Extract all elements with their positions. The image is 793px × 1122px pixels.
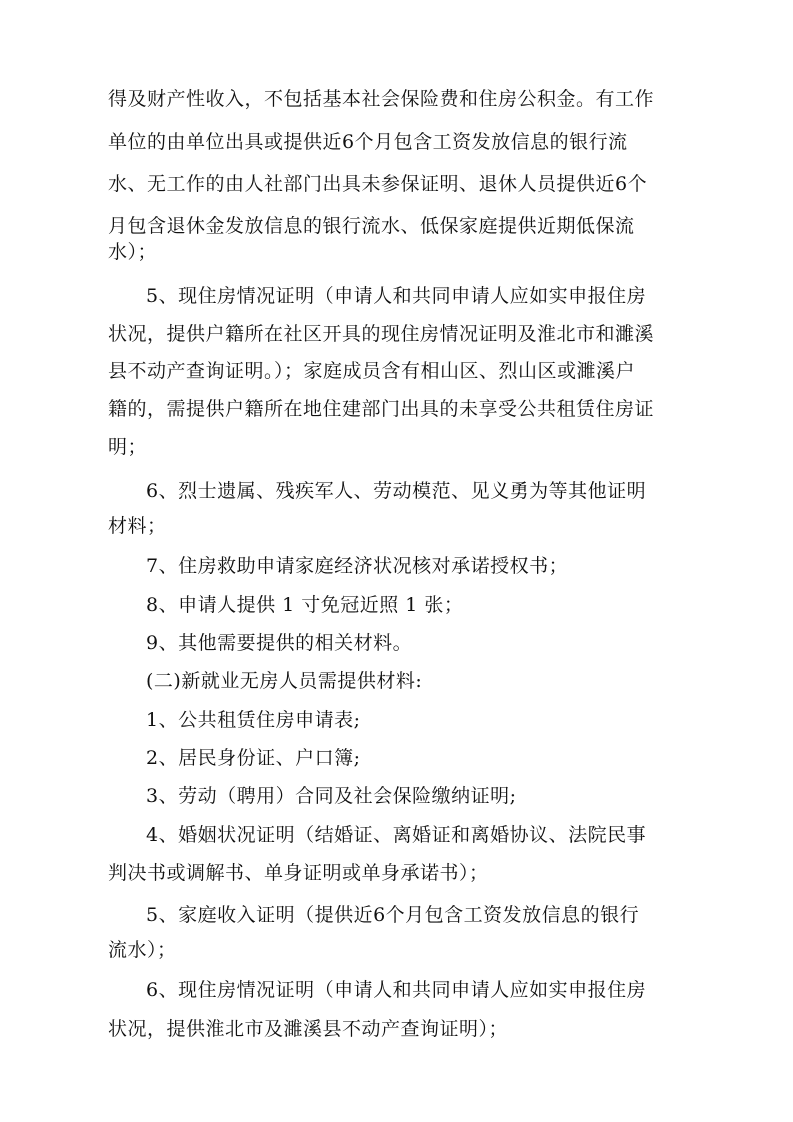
list-item-9: 9、其他需要提供的相关材料。 xyxy=(146,632,413,654)
list-item-8: 8、申请人提供 1 寸免冠近照 1 张； xyxy=(146,594,464,616)
paragraph-line: 县不动产查询证明。）；家庭成员含有相山区、烈山区或濉溪户 xyxy=(108,360,636,382)
list-item-2: 2、居民身份证、户口簿; xyxy=(146,747,361,769)
list-item-6-line: 6、烈士遗属、残疾军人、劳动模范、见义勇为等其他证明 xyxy=(146,480,647,502)
list-item-3: 3、劳动（聘用）合同及社会保险缴纳证明; xyxy=(146,785,517,807)
paragraph-line: 水、无工作的由人社部门出具未参保证明、退休人员提供近6个 xyxy=(108,173,648,195)
list-item-5-line: 5、家庭收入证明（提供近6个月包含工资发放信息的银行 xyxy=(146,904,640,926)
paragraph-line: 得及财产性收入，不包括基本社会保险费和住房公积金。有工作 xyxy=(108,88,655,110)
paragraph-line: 状况，提供户籍所在社区开具的现住房情况证明及淮北市和濉溪 xyxy=(108,323,655,345)
paragraph-line: 状况，提供淮北市及濉溪县不动产查询证明）； xyxy=(108,1018,509,1040)
paragraph-line: 材料； xyxy=(108,515,167,537)
paragraph-line: 单位的由单位出具或提供近6个月包含工资发放信息的银行流 xyxy=(108,131,628,153)
paragraph-line: 月包含退休金发放信息的银行流水、低保家庭提供近期低保流 xyxy=(108,215,635,237)
section-heading: (二)新就业无房人员需提供材料: xyxy=(146,670,423,692)
paragraph-line: 明； xyxy=(108,436,148,458)
paragraph-line: 流水）； xyxy=(108,939,177,961)
list-item-6-line: 6、现住房情况证明（申请人和共同申请人应如实申报住房 xyxy=(146,979,647,1001)
paragraph-line: 水）； xyxy=(108,241,158,263)
paragraph-line: 判决书或调解书、单身证明或单身承诺书）； xyxy=(108,862,489,884)
list-item-7: 7、住房救助申请家庭经济状况核对承诺授权书； xyxy=(146,555,569,577)
list-item-4-line: 4、婚姻状况证明（结婚证、离婚证和离婚协议、法院民事 xyxy=(146,824,647,846)
paragraph-line: 籍的，需提供户籍所在地住建部门出具的未享受公共租赁住房证 xyxy=(108,398,655,420)
list-item-5-line: 5、现住房情况证明（申请人和共同申请人应如实申报住房 xyxy=(146,285,647,307)
list-item-1: 1、公共租赁住房申请表; xyxy=(146,709,361,731)
